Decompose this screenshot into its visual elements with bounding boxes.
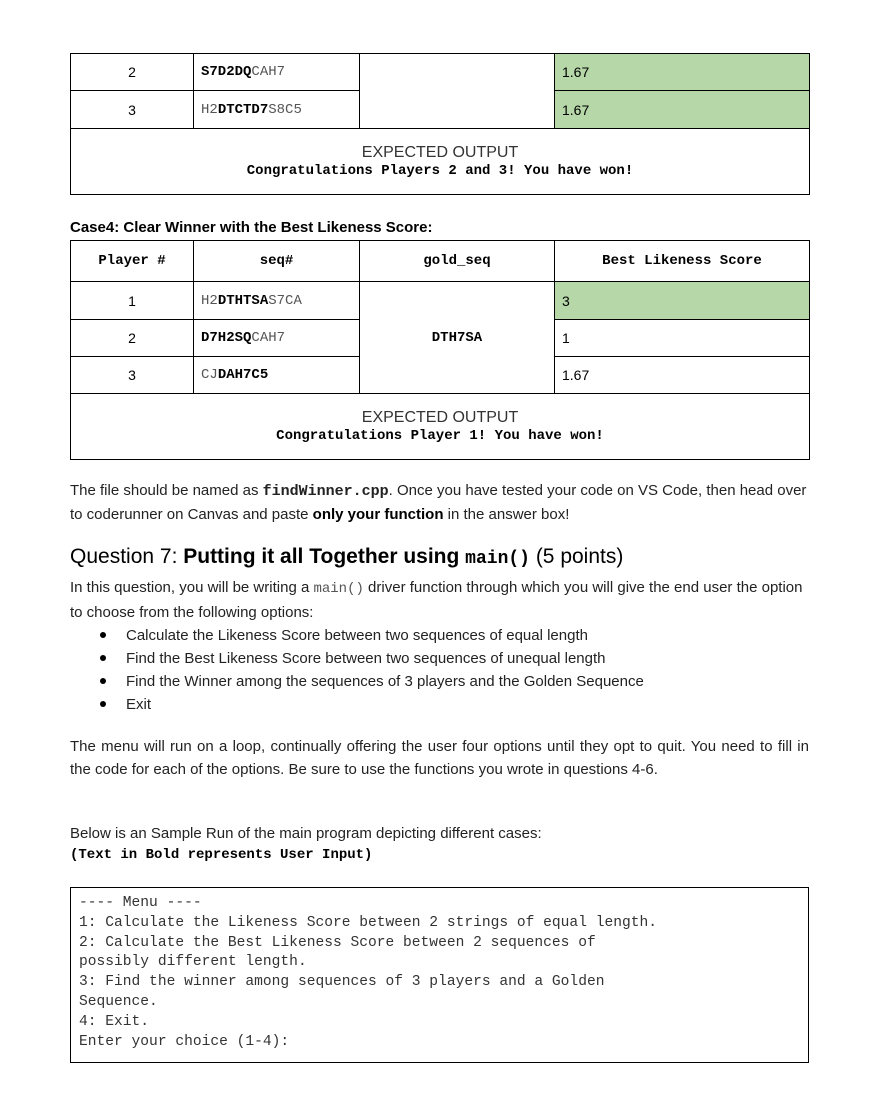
table-row bbox=[71, 282, 810, 320]
sequence-prefix-part: H2 bbox=[201, 292, 218, 309]
sequence-match-part: D7H2SQ bbox=[201, 330, 252, 346]
question-heading bbox=[70, 545, 623, 569]
note-text: The file should be named as bbox=[70, 482, 263, 499]
menu-options-list bbox=[70, 624, 809, 716]
file-name: findWinner.cpp bbox=[262, 483, 389, 500]
intro-code: main() bbox=[313, 581, 364, 597]
player-number: 2 bbox=[71, 320, 194, 357]
note-text: in the answer box! bbox=[443, 506, 570, 523]
player-number: 2 bbox=[71, 54, 194, 91]
list-item bbox=[70, 647, 809, 670]
sequence-rest-part: CAH7 bbox=[251, 64, 286, 80]
note-text: . Once you have tested your code on VS Code, then head over to coderunner on Canvas and paste bbox=[70, 482, 807, 523]
results-table-case4 bbox=[70, 240, 810, 460]
bullet-icon bbox=[100, 701, 106, 707]
likeness-score: 1 bbox=[555, 320, 810, 357]
table-header-row bbox=[71, 241, 810, 282]
expected-output-label: EXPECTED OUTPUT bbox=[361, 143, 519, 161]
case4-caption: Case4: Clear Winner with the Best Likeness Score: bbox=[70, 219, 433, 236]
sequence-match-part: DAH7C5 bbox=[217, 367, 269, 383]
question-points: (5 points) bbox=[529, 545, 624, 568]
results-table-case3 bbox=[70, 53, 810, 195]
question-title: Putting it all Together using bbox=[183, 545, 466, 568]
option-text: Find the Best Likeness Score between two sequences of unequal length bbox=[126, 650, 606, 667]
player-sequence bbox=[194, 357, 360, 394]
option-text: Find the Winner among the sequences of 3 players and the Golden Sequence bbox=[126, 673, 644, 690]
column-header-seq: seq# bbox=[194, 241, 360, 282]
option-text: Calculate the Likeness Score between two sequences of equal length bbox=[126, 627, 588, 644]
list-item bbox=[70, 624, 809, 647]
player-sequence bbox=[194, 282, 360, 320]
sample-run-intro: Below is an Sample Run of the main program depicting different cases: bbox=[70, 825, 542, 842]
sequence-match-part: DTHTSA bbox=[217, 292, 269, 309]
bullet-icon bbox=[100, 632, 106, 638]
column-header-player: Player # bbox=[71, 241, 194, 282]
expected-output-cell bbox=[71, 129, 810, 195]
player-number: 3 bbox=[71, 91, 194, 129]
expected-output-row bbox=[71, 394, 810, 460]
file-name-note bbox=[70, 479, 809, 526]
sequence-rest-part: S8C5 bbox=[268, 101, 302, 118]
list-item bbox=[70, 670, 809, 693]
sequence-rest-part: CAH7 bbox=[251, 330, 286, 346]
sequence-rest-part: S7CA bbox=[268, 292, 302, 309]
question-code: main() bbox=[465, 549, 530, 569]
intro-text: driver function through which you will give the end user the option to choose from the following options: bbox=[70, 579, 803, 621]
likeness-score: 1.67 bbox=[555, 91, 810, 129]
gold-seq-cell: DTH7SA bbox=[360, 282, 555, 394]
expected-output-row bbox=[71, 129, 810, 195]
list-item bbox=[70, 693, 809, 716]
intro-text: In this question, you will be writing a bbox=[70, 579, 314, 596]
sequence-match-part: DTCTD7 bbox=[217, 101, 269, 118]
likeness-score: 1.67 bbox=[555, 54, 810, 91]
question-intro bbox=[70, 576, 809, 624]
gold-seq-cell bbox=[360, 54, 555, 129]
sequence-match-part: S7D2DQ bbox=[201, 64, 252, 80]
sequence-prefix-part: CJ bbox=[201, 367, 218, 383]
sequence-prefix-part: H2 bbox=[201, 101, 218, 118]
sample-run-box bbox=[70, 887, 809, 1063]
expected-output-text: Congratulations Player 1! You have won! bbox=[276, 427, 604, 444]
sample-run-text: ---- Menu ---- 1: Calculate the Likeness Score between 2 strings of equal length. 2: Calculate the Best Likeness Score between 2 sequences of possibly different length. 3: Find the winner among sequences of 3 players and a Golden Sequence. 4: Exit. Enter your choice (1-4): bbox=[79, 895, 658, 1050]
player-number: 3 bbox=[71, 357, 194, 394]
sample-run-note: (Text in Bold represents User Input) bbox=[70, 847, 373, 863]
table-row bbox=[71, 54, 810, 91]
likeness-score: 1.67 bbox=[555, 357, 810, 394]
note-emphasis: only your function bbox=[312, 506, 444, 523]
menu-description: The menu will run on a loop, continually offering the user four options until they opt to quit. You need to fill in the code for each of the options. Be sure to use the functions you wrote in questions 4-6. bbox=[70, 738, 809, 778]
expected-output-text: Congratulations Players 2 and 3! You have won! bbox=[246, 162, 634, 179]
expected-output-label: EXPECTED OUTPUT bbox=[361, 408, 519, 426]
player-sequence bbox=[194, 320, 360, 357]
column-header-score: Best Likeness Score bbox=[555, 241, 810, 282]
likeness-score: 3 bbox=[555, 282, 810, 320]
player-number: 1 bbox=[71, 282, 194, 320]
bullet-icon bbox=[100, 678, 106, 684]
bullet-icon bbox=[100, 655, 106, 661]
expected-output-cell bbox=[71, 394, 810, 460]
option-text: Exit bbox=[126, 696, 152, 713]
player-sequence bbox=[194, 54, 360, 91]
player-sequence bbox=[194, 91, 360, 129]
column-header-gold-seq: gold_seq bbox=[360, 241, 555, 282]
question-number: Question 7: bbox=[70, 545, 184, 568]
